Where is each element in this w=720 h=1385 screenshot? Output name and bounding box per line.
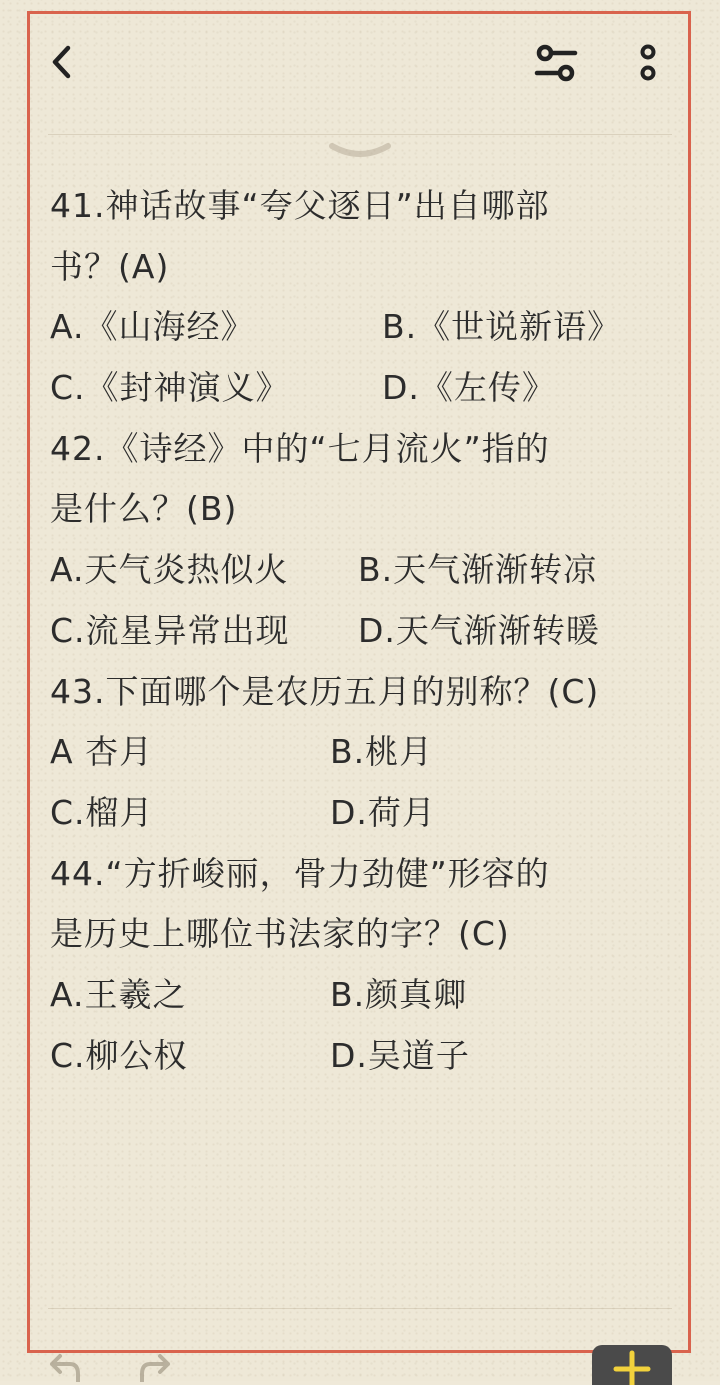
undo-icon[interactable] [44,1352,84,1382]
option-row [50,783,680,844]
question-text: 书？(A) [50,246,170,286]
option-text: D.荷月 [330,792,436,832]
option-text: A.天气炎热似火 [50,550,289,590]
option-row [50,965,680,1026]
back-button[interactable] [44,40,80,84]
question-text: 是什么？(B) [50,489,238,529]
option-text: B.颜真卿 [330,974,468,1014]
option-row [50,1026,680,1087]
option-text: C.《封神演义》 [50,368,290,408]
vertical-dots-icon [638,41,658,85]
filter-button[interactable] [530,40,582,86]
option-text: C.柳公权 [50,1035,188,1075]
divider [48,1308,672,1309]
note-content[interactable] [50,176,680,1086]
question-text: 43.下面哪个是农历五月的别称？(C) [50,671,600,711]
option-row [50,601,680,662]
option-row [50,722,680,783]
sliders-icon [533,43,579,83]
option-row [50,540,680,601]
chevron-left-icon [50,44,74,80]
divider [48,134,672,135]
redo-icon[interactable] [136,1352,176,1382]
option-text: B.天气渐渐转凉 [358,550,598,590]
option-row [50,297,680,358]
option-text: D.天气渐渐转暖 [358,610,600,650]
option-text: C.流星异常出现 [50,610,290,650]
question-text: 42.《诗经》中的“七月流火”指的 [50,428,550,468]
option-text: A.《山海经》 [50,307,255,347]
chevron-down-icon[interactable] [328,140,392,164]
question-text: 是历史上哪位书法家的字？(C) [50,914,510,954]
option-row [50,358,680,419]
option-text: C.榴月 [50,792,154,832]
add-button[interactable] [592,1345,672,1385]
option-text: B.桃月 [330,732,434,772]
question-text: 41.神话故事“夸父逐日”出自哪部 [50,186,550,225]
option-text: A.王羲之 [50,974,187,1014]
option-text: A 杏月 [50,732,154,772]
option-text: D.吴道子 [330,1035,470,1075]
plus-icon [612,1345,652,1385]
question-text: 44.“方折峻丽，骨力劲健”形容的 [50,853,550,893]
more-options-button[interactable] [630,38,666,88]
option-text: D.《左传》 [382,368,556,408]
option-text: B.《世说新语》 [382,307,622,347]
